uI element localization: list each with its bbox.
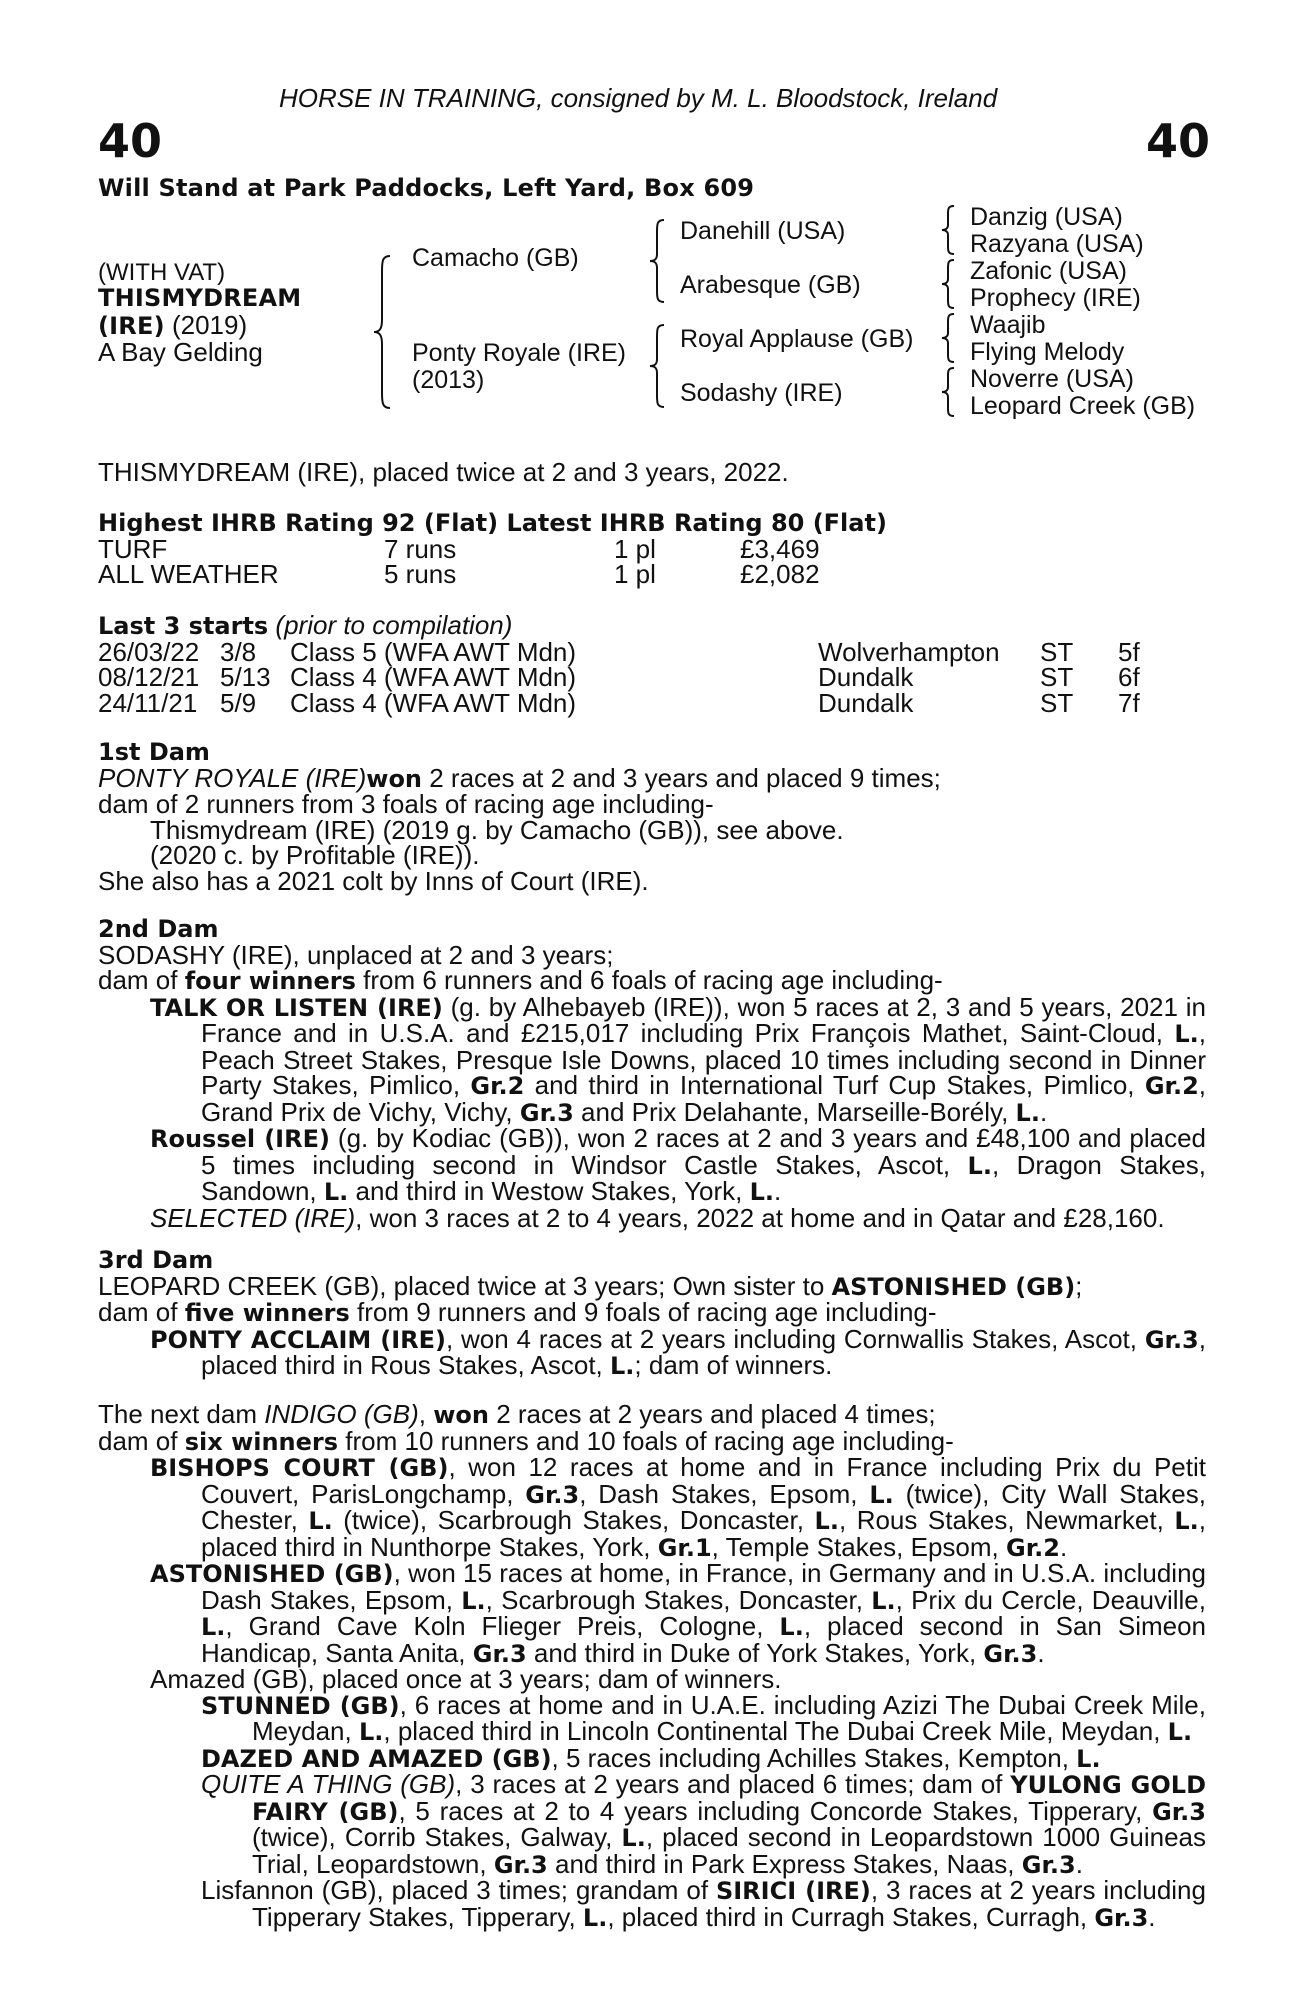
lot-number-left: 40: [98, 114, 163, 168]
start-going: ST: [1040, 687, 1074, 718]
next-dam-section: [98, 1399, 1207, 1932]
last-starts-section: [98, 610, 1206, 718]
pedigree-brace-main: [372, 254, 398, 410]
rating-placed: 1 pl: [614, 559, 656, 589]
pedigree-brace-sire: [648, 218, 670, 304]
start-position: 5/9: [220, 687, 257, 718]
third-dam-section: [98, 1248, 1206, 1380]
pedigree-brace-dd: [940, 366, 960, 418]
last-starts-subtitle: (prior to compilation): [268, 610, 513, 640]
pedigree-brace-ss: [940, 204, 960, 256]
pedigree-dam: Ponty Royale (IRE): [412, 339, 626, 367]
start-date: 26/03/22: [98, 636, 200, 667]
horse-summary: THISMYDREAM (IRE), placed twice at 2 and 3 years, 2022.: [98, 457, 789, 487]
consignor-line: HORSE IN TRAINING, consigned by M. L. Bloodstock, Ireland: [279, 83, 998, 113]
first-dam-title: 1st Dam: [98, 738, 210, 766]
pedigree-sdd: Prophecy (IRE): [970, 284, 1141, 312]
pedigree-sire: Camacho (GB): [412, 244, 579, 272]
start-course: Wolverhampton: [818, 636, 1000, 667]
start-row: [98, 662, 1206, 692]
rating-surface: TURF: [98, 533, 168, 564]
start-class: Class 4 (WFA AWT Mdn): [290, 662, 577, 692]
progeny-astonished: ASTONISHED (GB), won 15 races at home, in France, in Germany and in U.S.A. including Dash Stakes, Epsom, L., Scarbrough Stakes, Doncaster, L., Prix du Cercle, Deauville, L., Grand Cave Koln Flieger Preis, Cologne, L., placed second in San Simeon Handicap, Santa Anita, Gr.3 and third in Duke of York Stakes, York, Gr.3.: [150, 1558, 1207, 1668]
lot-number-right: 40: [1146, 114, 1211, 168]
first-dam-foal-2021: She also has a 2021 colt by Inns of Court (IRE).: [98, 865, 649, 896]
rating-section: [98, 511, 1206, 588]
start-position: 3/8: [220, 636, 257, 667]
progeny-ponty-acclaim: PONTY ACCLAIM (IRE), won 4 races at 2 years including Cornwallis Stakes, Ascot, Gr.3, placed third in Rous Stakes, Ascot, L.; dam of winners.: [150, 1323, 1206, 1380]
pedigree-dsd: Flying Melody: [970, 338, 1125, 366]
start-going: ST: [1040, 636, 1074, 667]
pedigree-sss: Danzig (USA): [970, 203, 1123, 231]
first-dam-section: [98, 740, 1206, 894]
progeny-selected: SELECTED (IRE), won 3 races at 2 to 4 years, 2022 at home and in Qatar and £28,160.: [150, 1202, 1165, 1233]
horse-suffix-year: [98, 310, 248, 340]
pedigree-brace-sd: [940, 258, 960, 310]
second-dam-title: 2nd Dam: [98, 915, 219, 943]
progeny-talk-or-listen: TALK OR LISTEN (IRE) (g. by Alhebayeb (IRE)), won 5 races at 2, 3 and 5 years, 2021 in France and in U.S.A. and £215,017 including Prix François Mathet, Saint-Cloud, L., Peach Street Stakes, Presque Isle Downs, placed 10 times including second in Dinner Party Stakes, Pimlico, Gr.2 and third in International Turf Cup Stakes, Pimlico, Gr.2, Grand Prix de Vichy, Vichy, Gr.3 and Prix Delahante, Marseille-Borély, L..: [150, 991, 1207, 1127]
second-dam-record: SODASHY (IRE), unplaced at 2 and 3 years;: [98, 939, 614, 970]
pedigree-brace-dam: [648, 323, 670, 409]
third-dam-produce: dam of five winners from 9 runners and 9 foals of racing age including-: [98, 1297, 937, 1327]
rating-row-aw: [98, 559, 1206, 589]
horse-description: A Bay Gelding: [98, 337, 263, 367]
progeny-dazed-and-amazed: DAZED AND AMAZED (GB), 5 races including Achilles Stakes, Kempton, L.: [201, 1742, 1101, 1773]
stand-location: Will Stand at Park Paddocks, Left Yard, Box 609: [98, 174, 755, 202]
progeny-amazed: Amazed (GB), placed once at 3 years; dam of winners.: [150, 1664, 782, 1694]
rating-runs: 7 runs: [384, 533, 457, 564]
first-dam-foal-2020: (2020 c. by Profitable (IRE)).: [150, 840, 480, 870]
start-date: 24/11/21: [98, 687, 198, 718]
first-dam-foal-2019: Thismydream (IRE) (2019 g. by Camacho (GB)), see above.: [150, 814, 844, 845]
start-row: [98, 687, 1206, 718]
third-dam-title: 3rd Dam: [98, 1246, 214, 1274]
rating-runs: 5 runs: [384, 559, 457, 589]
pedigree-sire-sire: Danehill (USA): [680, 217, 846, 245]
start-course: Dundalk: [818, 687, 914, 718]
progeny-stunned: STUNNED (GB), 6 races at home and in U.A.E. including Azizi The Dubai Creek Mile, Meydan, L., placed third in Lincoln Continental The Dubai Creek Mile, Meydan, L.: [201, 1689, 1206, 1746]
second-dam-produce: dam of four winners from 6 runners and 6 foals of racing age including-: [98, 965, 943, 995]
third-dam-record: LEOPARD CREEK (GB), placed twice at 3 years; Own sister to ASTONISHED (GB);: [98, 1270, 1083, 1301]
pedigree-dss: Waajib: [970, 311, 1046, 339]
pedigree-sire-dam: Arabesque (GB): [680, 271, 861, 299]
pedigree-dam-dam: Sodashy (IRE): [680, 379, 843, 407]
rating-money: £3,469: [740, 533, 820, 564]
start-going: ST: [1040, 662, 1074, 692]
next-dam-produce: dam of six winners from 10 runners and 10 foals of racing age including-: [98, 1425, 954, 1456]
horse-vat: (WITH VAT): [98, 259, 226, 286]
horse-year: (2019): [164, 310, 248, 340]
pedigree-dam-year: (2013): [412, 366, 485, 394]
progeny-bishops-court: BISHOPS COURT (GB), won 12 races at home and in France including Prix du Petit Couvert, ParisLongchamp, Gr.3, Dash Stakes, Epsom, L. (twice), City Wall Stakes, Chester, L. (twice), Scarbrough Stakes, Doncaster, L., Rous Stakes, Newmarket, L., placed third in Nunthorpe Stakes, York, Gr.1, Temple Stakes, Epsom, Gr.2.: [150, 1452, 1206, 1562]
start-distance: 7f: [1118, 687, 1140, 718]
horse-country: (IRE): [98, 312, 165, 340]
rating-surface: ALL WEATHER: [98, 559, 279, 589]
progeny-quite-a-thing: QUITE A THING (GB), 3 races at 2 years and placed 6 times; dam of YULONG GOLD FAIRY (GB), 5 races at 2 to 4 years including Concorde Stakes, Tipperary, Gr.3 (twice), Corrib Stakes, Galway, L., placed second in Leopardstown 1000 Guineas Trial, Leopardstown, Gr.3 and third in Park Express Stakes, Naas, Gr.3.: [201, 1769, 1206, 1879]
start-class: Class 4 (WFA AWT Mdn): [290, 687, 577, 718]
first-dam-record: PONTY ROYALE (IRE)won 2 races at 2 and 3 years and placed 9 times;: [98, 762, 941, 793]
start-distance: 6f: [1118, 662, 1140, 692]
pedigree-dam-sire: Royal Applause (GB): [680, 325, 914, 353]
progeny-roussel: Roussel (IRE) (g. by Kodiac (GB)), won 2 races at 2 and 3 years and £48,100 and placed 5 times including second in Windsor Castle Stakes, Ascot, L., Dragon Stakes, Sandown, L. and third in Westow Stakes, York, L..: [150, 1123, 1207, 1206]
next-dam-record: The next dam INDIGO (GB), won 2 races at 2 years and placed 4 times;: [98, 1399, 936, 1429]
pedigree-sds: Zafonic (USA): [970, 257, 1127, 285]
first-dam-produce: dam of 2 runners from 3 foals of racing age including-: [98, 789, 714, 819]
horse-name: THISMYDREAM: [98, 284, 302, 312]
last-starts-heading: [98, 610, 1206, 640]
pedigree-dds: Noverre (USA): [970, 365, 1134, 393]
rating-title: Highest IHRB Rating 92 (Flat) Latest IHRB Rating 80 (Flat): [98, 509, 887, 537]
second-dam-section: [98, 917, 1206, 1231]
start-course: Dundalk: [818, 662, 914, 692]
rating-money: £2,082: [740, 559, 820, 589]
start-date: 08/12/21: [98, 662, 200, 692]
pedigree-ssd: Razyana (USA): [970, 230, 1144, 258]
pedigree-brace-ds: [940, 312, 960, 364]
progeny-lisfannon: Lisfannon (GB), placed 3 times; grandam of SIRICI (IRE), 3 races at 2 years including Tipperary Stakes, Tipperary, L., placed third in Curragh Stakes, Curragh, Gr.3.: [201, 1875, 1206, 1932]
pedigree-ddd: Leopard Creek (GB): [970, 392, 1196, 420]
start-class: Class 5 (WFA AWT Mdn): [290, 636, 577, 667]
rating-placed: 1 pl: [614, 533, 656, 564]
start-position: 5/13: [220, 662, 271, 692]
last-starts-title: Last 3 starts: [98, 612, 269, 640]
start-distance: 5f: [1118, 636, 1140, 667]
